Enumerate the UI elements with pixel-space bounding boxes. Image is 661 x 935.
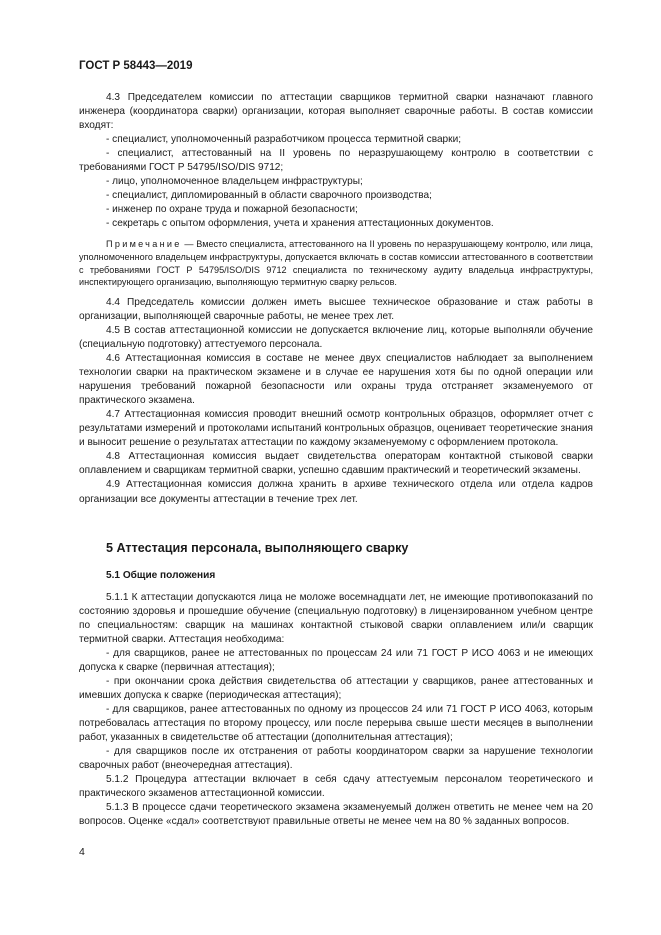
paragraph-4-4: 4.4 Председатель комиссии должен иметь высшее техническое образование и стаж работы в организации, выполняющей сварочные работы, не менее трех лет. <box>79 296 593 322</box>
paragraph-4-6: 4.6 Аттестационная комиссия в составе не менее двух специалистов наблюдает за выполнением технологии сварки на практическом экзамене и в случае ее нарушения хотя бы по одной операции или нарушения требований пожарной безопасности или охраны труда отстраняет экзаменуемого от практического экзамена. <box>79 353 593 407</box>
paragraph-5-1-1: 5.1.1 К аттестации допускаются лица не моложе восемнадцати лет, не имеющие противопоказаний по состоянию здоровья и прошедшие обучение (специальную подготовку) в лицензированном учебном центре по специальностям: сварщик на машинах контактной стыковой сварки оплавлением или/и сварщик термитной сварки. Аттестация необходима: <box>79 591 593 645</box>
note-text: — Вместо специалиста, аттестованного на II уровень по неразрушающему контролю, или лица, уполномоченного владельцем инфраструктуры, допускается включать в состав комиссии аттестованного в соответствии с требованиями ГОСТ Р 54795/ISO/DIS 9712 специалиста по техническому аудиту владельца инфраструктуры, инспектирующего организацию, выполняющую термитную сварку рельсов. <box>79 239 593 288</box>
note <box>79 238 593 288</box>
paragraph-4-5: 4.5 В состав аттестационной комиссии не допускается включение лиц, которые выполняли обучение (специальную подготовку) аттестуемого персонала. <box>79 324 593 350</box>
paragraph-5-1-3: 5.1.3 В процессе сдачи теоретического экзамена экзаменуемый должен ответить не менее чем на 20 вопросов. Оценке «сдал» соответствуют правильные ответы не менее чем на 80 % заданных вопросов. <box>79 802 593 828</box>
list-item: - специалист, дипломированный в области сварочного производства; <box>106 190 432 202</box>
paragraph-4-3: 4.3 Председателем комиссии по аттестации сварщиков термитной сварки назначают главного инженера (координатора сварки) организации, которая выполняет сварочные работы. В состав комиссии входят: <box>79 92 593 132</box>
note-label: Примечание <box>106 239 182 250</box>
paragraph-4-7: 4.7 Аттестационная комиссия проводит внешний осмотр контрольных образцов, оформляет отчет с результатами измерений и протоколами испытаний контрольных образцов, оценивает теоретические знания и выносит решение о результатах аттестации по каждому экзаменуемому с оформлением протокола. <box>79 409 593 449</box>
list-item: - инженер по охране труда и пожарной безопасности; <box>106 204 358 216</box>
page-body <box>79 91 593 829</box>
list-item: - лицо, уполномоченное владельцем инфраструктуры; <box>106 176 363 188</box>
list-item: - для сварщиков после их отстранения от работы координатором сварки за нарушение технологии сварочных работ (внеочередная аттестация). <box>79 746 593 772</box>
list-item: - специалист, уполномоченный разработчиком процесса термитной сварки; <box>106 134 462 146</box>
paragraph-5-1-2: 5.1.2 Процедура аттестации включает в себя сдачу аттестуемым персоналом теоретического и практического экзаменов аттестационной комиссии. <box>79 774 593 800</box>
paragraph-4-8: 4.8 Аттестационная комиссия выдает свидетельства операторам контактной стыковой сварки оплавлением и сварщикам термитной сварки, успешно сдавшим практический и теоретический экзамены. <box>79 451 593 477</box>
list-item: - для сварщиков, ранее не аттестованных по процессам 24 или 71 ГОСТ Р ИСО 4063 и не имеющих допуска к сварке (первичная аттестация); <box>79 647 593 673</box>
subsection-title: 5.1 Общие положения <box>106 569 216 581</box>
list-item: - для сварщиков, ранее аттестованных по одному из процессов 24 или 71 ГОСТ Р ИСО 4063, которым потребовалась аттестация по второму процессу, или после перерыва свыше шести месяцев в выполнении работ, указанных в свидетельстве об аттестации (дополнительная аттестация); <box>79 704 593 744</box>
list-item: - специалист, аттестованный на II уровень по неразрушающему контролю в соответствии с требованиями ГОСТ Р 54795/ISO/DIS 9712; <box>79 148 593 174</box>
section-title: 5 Аттестация персонала, выполняющего сварку <box>106 540 409 555</box>
document-header: ГОСТ Р 58443—2019 <box>79 60 193 72</box>
paragraph-4-9: 4.9 Аттестационная комиссия должна хранить в архиве технического отдела или отдела кадров организации все документы аттестации в течение трех лет. <box>79 479 593 505</box>
page-number: 4 <box>79 846 85 858</box>
list-item: - при окончании срока действия свидетельства об аттестации у сварщиков, ранее аттестованных и имевших допуска к сварке (периодическая аттестация); <box>79 675 593 701</box>
list-item: - секретарь с опытом оформления, учета и хранения аттестационных документов. <box>106 218 494 230</box>
